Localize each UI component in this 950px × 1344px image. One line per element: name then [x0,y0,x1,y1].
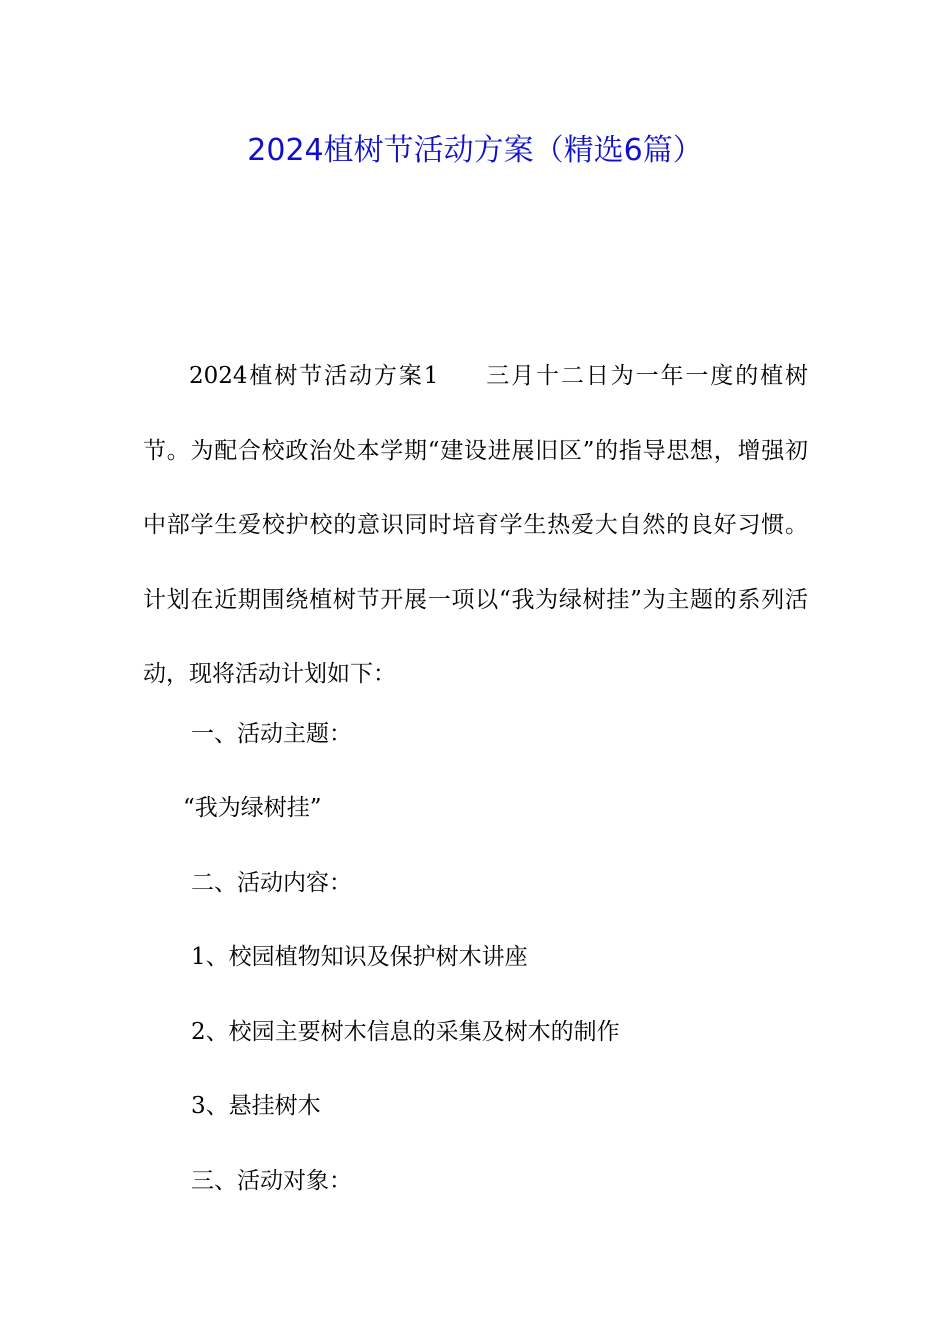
content-item-2: 2、校园主要树木信息的采集及树木的制作 [191,1019,620,1045]
document-title: 2024植树节活动方案（精选6篇） [247,133,703,168]
section-heading-audience: 三、活动对象： [191,1168,352,1194]
theme-text: “我为绿树挂” [183,795,322,821]
intro-paragraph [143,339,808,712]
content-item-3: 3、悬挂树木 [191,1093,321,1119]
section-heading-theme: 一、活动主题： [191,721,352,747]
content-item-1: 1、校园植物知识及保护树木讲座 [191,944,528,970]
intro-heading: 2024植树节活动方案1 [189,363,439,389]
section-heading-content: 二、活动内容： [191,870,352,896]
intro-body: 三月十二日为一年一度的植树节。为配合校政治处本学期“建设进展旧区”的指导思想，增强初中部学生爱校护校的意识同时培育学生热爱大自然的良好习惯。计划在近期围绕植树节开展一项以“我为绿树挂”为主题的系列活动，现将活动计划如下： [143,363,808,687]
